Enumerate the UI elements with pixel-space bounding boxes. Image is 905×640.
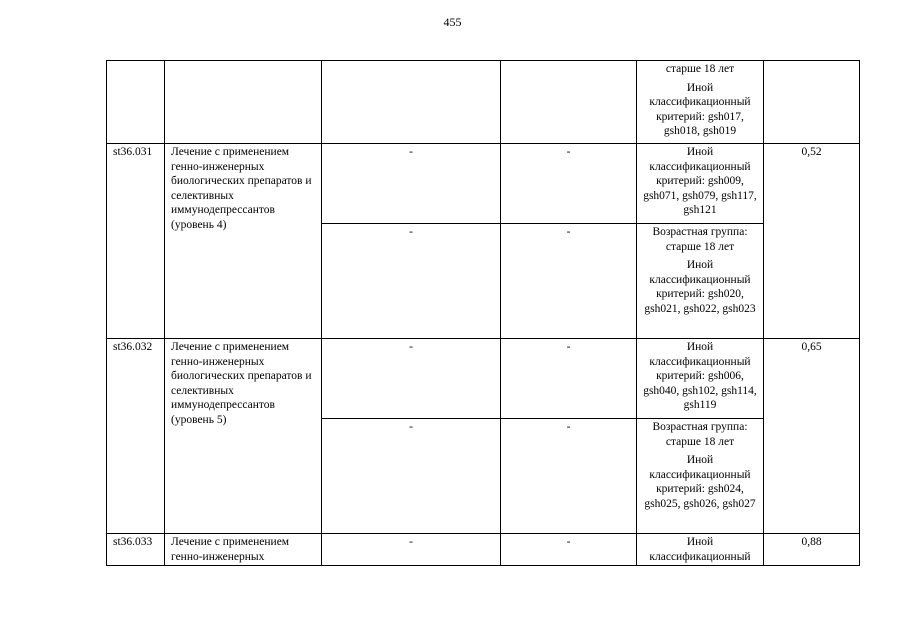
table-row bbox=[107, 144, 860, 224]
tariff-table bbox=[106, 60, 860, 566]
page-number: 455 bbox=[443, 15, 462, 29]
row-code: st36.031 bbox=[107, 144, 165, 339]
row-coefficient: 0,88 bbox=[764, 534, 860, 566]
row-col3: - bbox=[322, 419, 501, 534]
table-row bbox=[107, 61, 860, 144]
row-coefficient: 0,52 bbox=[764, 144, 860, 339]
row-name: Лечение с применением генно-инженерных bbox=[165, 534, 322, 566]
row-code: st36.032 bbox=[107, 339, 165, 534]
row-col4: - bbox=[501, 534, 637, 566]
row-criteria bbox=[637, 224, 764, 339]
row-criteria bbox=[637, 144, 764, 224]
row-name bbox=[165, 61, 322, 144]
row-coefficient bbox=[764, 61, 860, 144]
criteria-line: Иной классификационный критерий: gsh006, gsh040, gsh102, gsh114, gsh119 bbox=[643, 341, 757, 411]
row-col3 bbox=[322, 61, 501, 144]
row-code: st36.033 bbox=[107, 534, 165, 566]
row-code bbox=[107, 61, 165, 144]
row-col3: - bbox=[322, 224, 501, 339]
row-col4 bbox=[501, 61, 637, 144]
row-criteria bbox=[637, 339, 764, 419]
row-col4: - bbox=[501, 419, 637, 534]
row-col3: - bbox=[322, 339, 501, 419]
criteria-line: Иной классификационный bbox=[649, 536, 751, 563]
row-criteria bbox=[637, 534, 764, 566]
row-col3: - bbox=[322, 144, 501, 224]
criteria-line: старше 18 лет bbox=[665, 63, 735, 75]
criteria-line: Иной классификационный критерий: gsh024, gsh025, gsh026, gsh027 bbox=[644, 454, 756, 510]
criteria-line: Иной классификационный критерий: gsh009, gsh071, gsh079, gsh117, gsh121 bbox=[643, 146, 757, 216]
row-criteria bbox=[637, 61, 764, 144]
criteria-line: Иной классификационный критерий: gsh017, gsh018, gsh019 bbox=[649, 81, 751, 137]
row-coefficient: 0,65 bbox=[764, 339, 860, 534]
table-row bbox=[107, 339, 860, 419]
row-name: Лечение с применением генно-инженерных биологических препаратов и селективных иммунодепрессантов (уровень 4) bbox=[165, 144, 322, 339]
criteria-line: Возрастная группа: старше 18 лет bbox=[652, 226, 748, 253]
criteria-line: Возрастная группа: старше 18 лет bbox=[652, 421, 748, 448]
row-name: Лечение с применением генно-инженерных биологических препаратов и селективных иммунодепрессантов (уровень 5) bbox=[165, 339, 322, 534]
criteria-line: Иной классификационный критерий: gsh020, gsh021, gsh022, gsh023 bbox=[644, 259, 756, 315]
row-criteria bbox=[637, 419, 764, 534]
row-col4: - bbox=[501, 339, 637, 419]
table-row bbox=[107, 534, 860, 566]
row-col4: - bbox=[501, 144, 637, 224]
row-col4: - bbox=[501, 224, 637, 339]
row-col3: - bbox=[322, 534, 501, 566]
